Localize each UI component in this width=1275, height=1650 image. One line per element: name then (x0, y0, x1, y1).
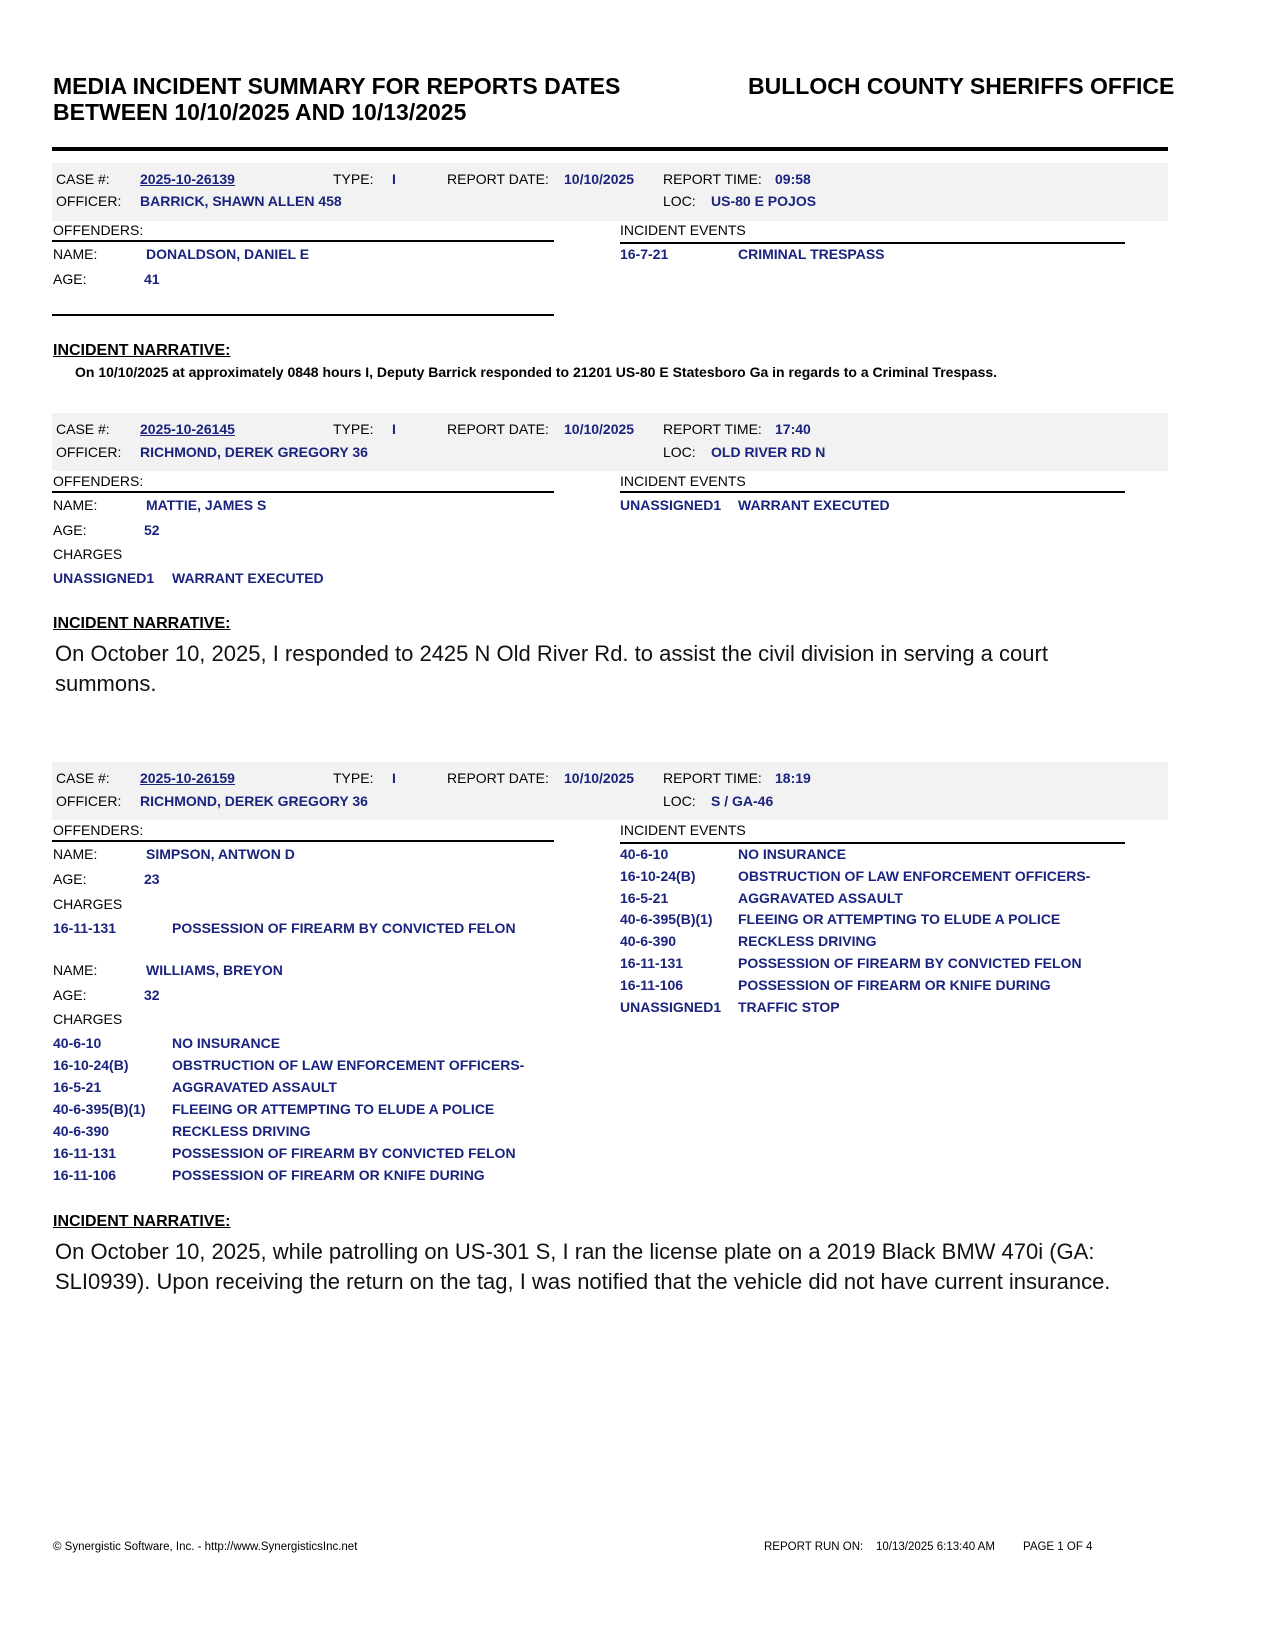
type-value: I (392, 421, 396, 437)
offenders-end-divider (52, 314, 554, 316)
offenders-heading: OFFENDERS: (53, 822, 144, 838)
report-date-label: REPORT DATE: (447, 770, 549, 786)
case-label: CASE #: (56, 171, 110, 187)
loc-label: LOC: (663, 444, 696, 460)
charge-code: 40-6-395(B)(1) (53, 1101, 146, 1117)
loc-value: US-80 E POJOS (711, 193, 817, 209)
footer-run-label: REPORT RUN ON: (764, 1541, 864, 1553)
narrative-heading: INCIDENT NARRATIVE: (53, 1213, 231, 1230)
case-number-link[interactable]: 2025-10-26159 (140, 770, 235, 786)
type-value: I (392, 770, 396, 786)
offender-age: 41 (144, 271, 160, 287)
charge-code: 16-11-106 (53, 1167, 117, 1183)
event-code: 16-10-24(B) (620, 868, 696, 884)
case-number-link[interactable]: 2025-10-26139 (140, 171, 235, 187)
events-divider (620, 842, 1125, 844)
type-label: TYPE: (333, 171, 374, 187)
officer-value: BARRICK, SHAWN ALLEN 458 (140, 193, 342, 209)
officer-label: OFFICER: (56, 193, 122, 209)
offender-name: SIMPSON, ANTWON D (146, 846, 295, 862)
narrative-text: On 10/10/2025 at approximately 0848 hours I, Deputy Barrick responded to 21201 US-80 E Statesboro Ga in regards to a Criminal Trespass. (75, 364, 998, 380)
charge-desc: FLEEING OR ATTEMPTING TO ELUDE A POLICE (172, 1101, 495, 1117)
narrative-text: On October 10, 2025, I responded to 2425 N Old River Rd. to assist the civil division in serving a court summons. (55, 641, 1048, 696)
offenders-divider (52, 491, 554, 493)
event-code: 40-6-395(B)(1) (620, 911, 713, 927)
event-desc: CRIMINAL TRESPASS (738, 246, 885, 262)
charges-label: CHARGES (53, 1011, 123, 1027)
event-code: UNASSIGNED1 (620, 497, 722, 513)
type-value: I (392, 171, 396, 187)
age-label: AGE: (53, 871, 87, 887)
footer-page-number: PAGE 1 OF 4 (1023, 1541, 1093, 1553)
event-code: 16-11-131 (620, 955, 684, 971)
offenders-heading: OFFENDERS: (53, 473, 144, 489)
offender-age: 23 (144, 871, 160, 887)
age-label: AGE: (53, 522, 87, 538)
loc-value: OLD RIVER RD N (711, 444, 826, 460)
charge-desc: OBSTRUCTION OF LAW ENFORCEMENT OFFICERS- (172, 1057, 525, 1073)
age-label: AGE: (53, 271, 87, 287)
narrative-heading: INCIDENT NARRATIVE: (53, 615, 231, 632)
case-label: CASE #: (56, 421, 110, 437)
report-time-label: REPORT TIME: (663, 171, 762, 187)
narrative-heading: INCIDENT NARRATIVE: (53, 342, 231, 359)
type-label: TYPE: (333, 421, 374, 437)
charge-code: 16-11-131 (53, 1145, 117, 1161)
event-desc: POSSESSION OF FIREARM BY CONVICTED FELON (738, 955, 1082, 971)
case-label: CASE #: (56, 770, 110, 786)
report-time-value: 09:58 (775, 171, 811, 187)
event-desc: POSSESSION OF FIREARM OR KNIFE DURING (738, 977, 1051, 993)
charge-code: 16-11-131 (53, 920, 117, 936)
offenders-divider (52, 840, 554, 842)
report-time-label: REPORT TIME: (663, 770, 762, 786)
name-label: NAME: (53, 246, 98, 262)
event-desc: RECKLESS DRIVING (738, 933, 877, 949)
officer-value: RICHMOND, DEREK GREGORY 36 (140, 793, 368, 809)
officer-label: OFFICER: (56, 793, 122, 809)
footer-run-value: 10/13/2025 6:13:40 AM (876, 1541, 995, 1553)
charge-desc: POSSESSION OF FIREARM OR KNIFE DURING (172, 1167, 485, 1183)
report-date-label: REPORT DATE: (447, 171, 549, 187)
footer-copyright: © Synergistic Software, Inc. - http://www.SynergisticsInc.net (53, 1541, 358, 1553)
name-label: NAME: (53, 962, 98, 978)
report-title-line2: BETWEEN 10/10/2025 AND 10/13/2025 (53, 99, 467, 125)
charge-code: 40-6-10 (53, 1035, 102, 1051)
charges-label: CHARGES (53, 896, 123, 912)
charge-code: 16-10-24(B) (53, 1057, 129, 1073)
event-desc: NO INSURANCE (738, 846, 847, 862)
event-code: UNASSIGNED1 (620, 999, 722, 1015)
loc-value: S / GA-46 (711, 793, 774, 809)
charge-desc: WARRANT EXECUTED (172, 570, 324, 586)
event-desc: WARRANT EXECUTED (738, 497, 890, 513)
events-divider (620, 242, 1125, 244)
offenders-divider (52, 240, 554, 242)
charge-desc: NO INSURANCE (172, 1035, 281, 1051)
name-label: NAME: (53, 846, 98, 862)
event-desc: OBSTRUCTION OF LAW ENFORCEMENT OFFICERS- (738, 868, 1091, 884)
events-heading: INCIDENT EVENTS (620, 822, 746, 838)
officer-value: RICHMOND, DEREK GREGORY 36 (140, 444, 368, 460)
event-code: 16-7-21 (620, 246, 669, 262)
event-code: 40-6-390 (620, 933, 677, 949)
age-label: AGE: (53, 987, 87, 1003)
loc-label: LOC: (663, 793, 696, 809)
event-code: 16-5-21 (620, 890, 669, 906)
header-divider (52, 147, 1168, 151)
report-title-line1: MEDIA INCIDENT SUMMARY FOR REPORTS DATES (53, 73, 621, 99)
charge-desc: RECKLESS DRIVING (172, 1123, 311, 1139)
case-number-link[interactable]: 2025-10-26145 (140, 421, 235, 437)
event-desc: TRAFFIC STOP (738, 999, 840, 1015)
charge-code: UNASSIGNED1 (53, 570, 155, 586)
event-desc: AGGRAVATED ASSAULT (738, 890, 903, 906)
report-time-value: 17:40 (775, 421, 811, 437)
charges-label: CHARGES (53, 546, 123, 562)
agency-name: BULLOCH COUNTY SHERIFFS OFFICE (748, 73, 1175, 99)
events-heading: INCIDENT EVENTS (620, 222, 746, 238)
offender-name: DONALDSON, DANIEL E (146, 246, 310, 262)
charge-code: 40-6-390 (53, 1123, 110, 1139)
offender-age: 52 (144, 522, 160, 538)
loc-label: LOC: (663, 193, 696, 209)
charge-desc: AGGRAVATED ASSAULT (172, 1079, 337, 1095)
name-label: NAME: (53, 497, 98, 513)
offenders-heading: OFFENDERS: (53, 222, 144, 238)
charge-code: 16-5-21 (53, 1079, 102, 1095)
narrative-text: On October 10, 2025, while patrolling on US-301 S, I ran the license plate on a 2019 Black BMW 470i (GA: SLI0939). Upon receiving the return on the tag, I was notified that the vehicle did not have current insurance. (55, 1239, 1111, 1294)
report-date-value: 10/10/2025 (564, 171, 635, 187)
offender-name: WILLIAMS, BREYON (146, 962, 283, 978)
event-desc: FLEEING OR ATTEMPTING TO ELUDE A POLICE (738, 911, 1061, 927)
charge-desc: POSSESSION OF FIREARM BY CONVICTED FELON (172, 1145, 516, 1161)
offender-age: 32 (144, 987, 160, 1003)
events-divider (620, 491, 1125, 493)
report-date-label: REPORT DATE: (447, 421, 549, 437)
offender-name: MATTIE, JAMES S (146, 497, 267, 513)
report-date-value: 10/10/2025 (564, 421, 635, 437)
events-heading: INCIDENT EVENTS (620, 473, 746, 489)
report-date-value: 10/10/2025 (564, 770, 635, 786)
event-code: 16-11-106 (620, 977, 684, 993)
officer-label: OFFICER: (56, 444, 122, 460)
report-time-label: REPORT TIME: (663, 421, 762, 437)
type-label: TYPE: (333, 770, 374, 786)
event-code: 40-6-10 (620, 846, 669, 862)
charge-desc: POSSESSION OF FIREARM BY CONVICTED FELON (172, 920, 516, 936)
report-time-value: 18:19 (775, 770, 811, 786)
